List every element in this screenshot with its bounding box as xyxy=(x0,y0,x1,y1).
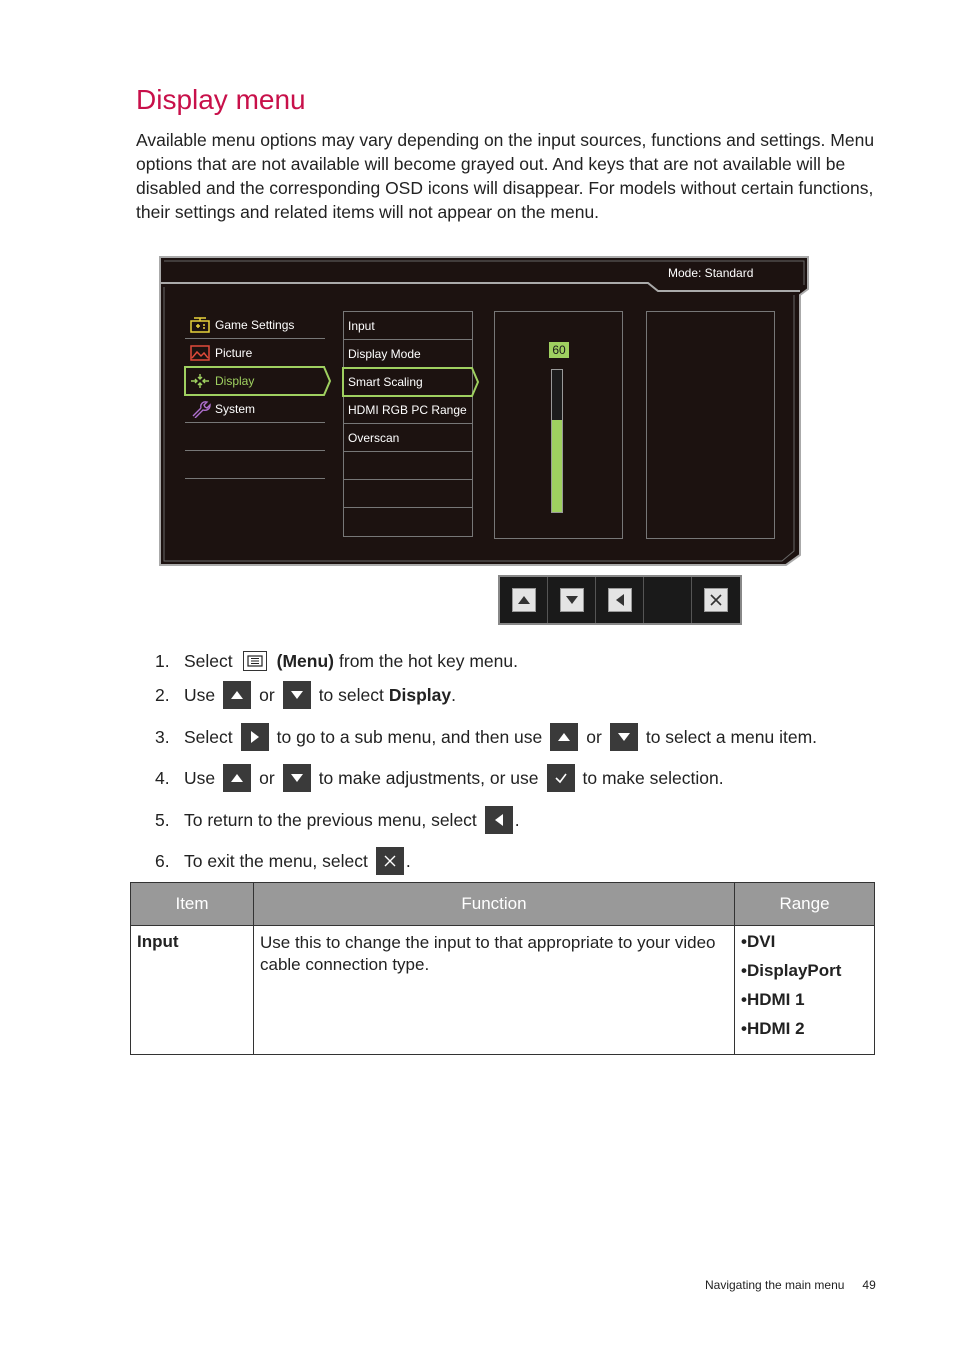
left-arrow-icon xyxy=(485,806,513,834)
close-icon xyxy=(704,588,728,612)
step-number: 1. xyxy=(155,650,170,671)
osd-submenu-smart-scaling[interactable] xyxy=(344,368,472,396)
step-text: . xyxy=(405,850,411,871)
intro-paragraph: Available menu options may vary depending on the input sources, functions and settings. Menu options that are not available will become grayed out. And keys that are not available will be disabled and the corresponding OSD icons will disappear. For models without certain functions, their settings and related items will not appear on the menu. xyxy=(136,130,875,222)
up-arrow-icon xyxy=(223,764,251,792)
osd-menu-empty-row xyxy=(185,423,325,451)
range-list xyxy=(741,932,868,1048)
osd-menu-item-picture[interactable] xyxy=(185,339,325,367)
slider-fill xyxy=(552,420,562,512)
osd-menu-item-game-settings[interactable] xyxy=(185,311,325,339)
osd-slider-panel xyxy=(494,311,623,539)
step-number: 4. xyxy=(155,767,170,788)
step-number: 3. xyxy=(155,726,170,747)
step-text: to select a menu item. xyxy=(645,726,818,747)
up-arrow-icon xyxy=(223,681,251,709)
osd-submenu-empty xyxy=(344,480,472,508)
range-option: •DVI xyxy=(741,932,776,951)
up-arrow-icon xyxy=(512,588,536,612)
slider-value: 60 xyxy=(549,342,569,358)
step-text: Use xyxy=(184,684,216,705)
osd-submenu-input[interactable]: Input xyxy=(344,312,472,340)
step-text: or xyxy=(586,726,602,747)
osd-submenu-hdmi-rgb-pc-range[interactable]: HDMI RGB PC Range xyxy=(344,396,472,424)
step-number: 5. xyxy=(155,809,170,830)
step-text: . xyxy=(451,684,456,705)
step-6 xyxy=(155,846,411,876)
down-arrow-icon xyxy=(560,588,584,612)
osd-menu-label: Display xyxy=(215,373,255,388)
osd-submenu-overscan[interactable]: Overscan xyxy=(344,424,472,452)
picture-icon xyxy=(189,344,211,362)
step-text: Select xyxy=(184,726,233,747)
range-option: •HDMI 2 xyxy=(741,1019,805,1038)
step-3 xyxy=(155,722,817,752)
step-text: To return to the previous menu, select xyxy=(184,809,477,830)
osd-submenu-display-mode[interactable]: Display Mode xyxy=(344,340,472,368)
osd-mode-label: Mode: Standard xyxy=(668,266,754,280)
step-text: from the hot key menu. xyxy=(339,650,518,671)
step-text-bold: (Menu) xyxy=(276,650,334,671)
step-4 xyxy=(155,763,724,793)
column-header-function: Function xyxy=(254,883,735,926)
step-text: to make selection. xyxy=(582,767,724,788)
osd-menu-item-display[interactable] xyxy=(185,367,325,395)
key-down[interactable] xyxy=(548,577,596,623)
step-text: Select xyxy=(184,650,233,671)
osd-sub-menu xyxy=(343,311,473,537)
step-text: . xyxy=(514,809,520,830)
osd-menu-item-system[interactable] xyxy=(185,395,325,423)
game-settings-icon xyxy=(189,316,211,334)
down-arrow-icon xyxy=(283,764,311,792)
page-number: 49 xyxy=(862,1278,876,1292)
osd-main-menu xyxy=(185,311,325,479)
cell-item: Input xyxy=(131,926,254,1055)
cell-function: Use this to change the input to that appropriate to your video cable connection type. xyxy=(254,926,735,1055)
settings-table xyxy=(130,882,875,1055)
system-icon xyxy=(189,400,211,418)
up-arrow-icon xyxy=(550,723,578,751)
page-footer xyxy=(705,1278,876,1292)
osd-menu-label: Picture xyxy=(215,345,253,360)
left-arrow-icon xyxy=(608,588,632,612)
page-title: Display menu xyxy=(136,84,306,115)
step-number: 6. xyxy=(155,850,170,871)
range-option: •HDMI 1 xyxy=(741,990,805,1009)
slider-track[interactable] xyxy=(551,369,563,513)
osd-empty-panel xyxy=(646,311,775,539)
step-text: to make adjustments, or use xyxy=(318,767,539,788)
key-up[interactable] xyxy=(500,577,548,623)
step-1 xyxy=(155,648,518,674)
step-text: Use xyxy=(184,767,216,788)
osd-key-bar xyxy=(498,575,742,625)
range-option: •DisplayPort xyxy=(741,961,842,980)
step-number: 2. xyxy=(155,684,170,705)
step-5 xyxy=(155,805,520,835)
column-header-range: Range xyxy=(735,883,875,926)
menu-icon xyxy=(243,651,267,671)
step-text: or xyxy=(259,767,275,788)
down-arrow-icon xyxy=(283,681,311,709)
osd-submenu-label: Smart Scaling xyxy=(348,374,423,389)
key-empty xyxy=(644,577,692,623)
key-exit[interactable] xyxy=(692,577,740,623)
column-header-item: Item xyxy=(131,883,254,926)
step-text: To exit the menu, select xyxy=(184,850,368,871)
step-text: to go to a sub menu, and then use xyxy=(276,726,543,747)
step-text: to select xyxy=(318,684,384,705)
step-text: or xyxy=(259,684,275,705)
osd-menu-empty-row xyxy=(185,451,325,479)
table-header-row xyxy=(131,883,875,926)
right-arrow-icon xyxy=(241,723,269,751)
osd-submenu-empty xyxy=(344,452,472,480)
footer-section: Navigating the main menu xyxy=(705,1278,845,1292)
step-2 xyxy=(155,680,456,710)
osd-menu-label: System xyxy=(215,401,256,416)
key-left[interactable] xyxy=(596,577,644,623)
osd-menu-label: Game Settings xyxy=(215,317,295,332)
cell-range xyxy=(735,926,875,1055)
table-row xyxy=(131,926,875,1055)
close-icon xyxy=(376,847,404,875)
step-text-bold: Display xyxy=(388,684,452,705)
down-arrow-icon xyxy=(610,723,638,751)
osd-submenu-empty xyxy=(344,508,472,536)
osd-menu-illustration xyxy=(158,255,810,567)
checkmark-icon xyxy=(547,764,575,792)
